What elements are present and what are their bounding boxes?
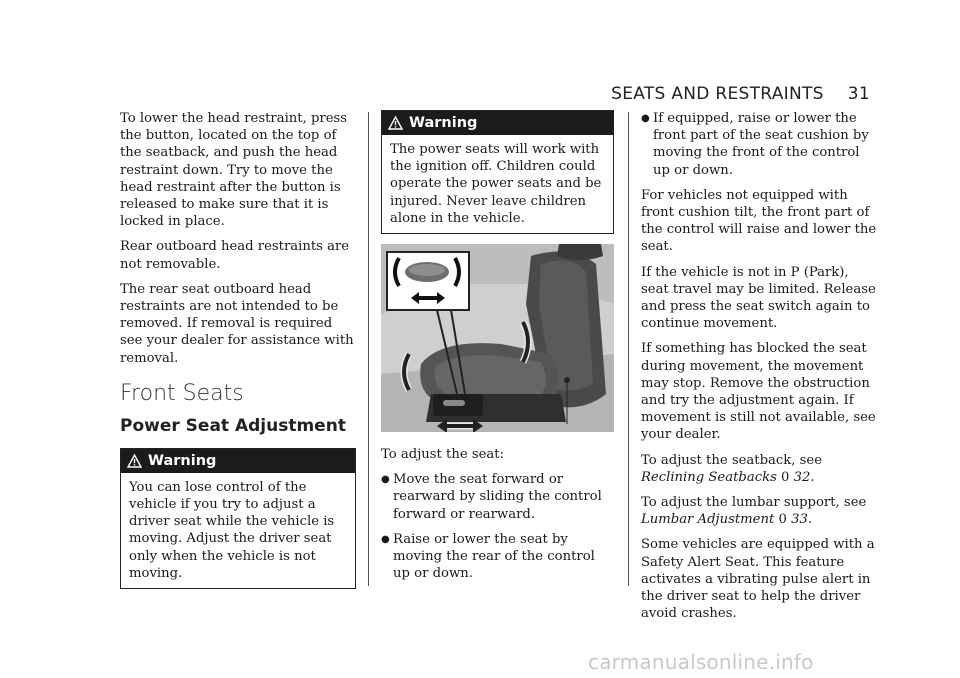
list-item: ● Raise or lower the seat by moving the rear of the control up or down. [381,531,595,582]
paragraph: For vehicles not equipped with front cushion tilt, the front part of the control will raise and lower the seat. [641,187,877,255]
page-ref-number[interactable]: 32 [793,469,811,485]
list-item: ● Move the seat forward or rearward by sliding the control forward or rearward. [381,472,602,522]
paragraph: Some vehicles are equipped with a Safety Alert Seat. This feature activates a vibrating pulse alert in the driver seat to help the driver avoid crashes. [641,537,875,622]
paragraph-with-reference: To adjust the lumbar support, see Lumbar Adjustment 0 33. [641,495,867,528]
bullet-icon: ● [381,474,390,486]
section-title: SEATS AND RESTRAINTS [611,84,824,104]
paragraph-with-reference: To adjust the seatback, see Reclining Seatbacks 0 32. [641,452,823,485]
page-ref-arrow-icon: 0 [781,469,790,485]
paragraph: If the vehicle is not in P (Park), seat travel may be limited. Release and press the seat switch again to continue movement. [641,264,876,332]
watermark: carmanualsonline.info [588,650,814,674]
column-right [641,110,877,630]
warning-box [120,448,356,589]
warning-header [382,111,613,135]
warning-header [121,449,355,473]
page-ref-arrow-icon: 0 [778,512,787,528]
warning-title: Warning [148,452,217,469]
warning-text: The power seats will work with the ignition off. Children could operate the power seats and be injured. Never leave children alone in the vehicle. [390,142,602,226]
paragraph: The rear seat outboard head restraints are not intended to be removed. If removal is required see your dealer for assistance with removal. [120,281,354,366]
column-left [120,110,356,599]
seat-control-illustration [381,244,614,436]
paragraph: Rear outboard head restraints are not removable. [120,239,350,272]
column-divider [368,112,369,586]
page-ref-number[interactable]: 33 [791,512,808,528]
paragraph: To lower the head restraint, press the button, located on the top of the seatback, and push the head restraint down. Try to move the head restraint after the button is released to make sure that it is locked in place. [120,111,348,230]
section-heading: Front Seats [120,380,244,406]
warning-text: You can lose control of the vehicle if you try to adjust a driver seat while the vehicle is moving. Adjust the driver seat only when the vehicle is not moving. [129,479,335,581]
bullet-icon: ● [641,113,650,124]
paragraph: To adjust the seat: [381,447,505,463]
warning-triangle-icon [127,454,142,468]
column-middle [381,110,614,590]
reclining-seatbacks-link[interactable]: Reclining Seatbacks [641,469,777,485]
warning-title: Warning [409,115,478,131]
lumbar-adjustment-link[interactable]: Lumbar Adjustment [641,512,775,528]
paragraph: If something has blocked the seat during movement, the movement may stop. Remove the obstruction and try the adjustment again. If movement is still not available, see your dealer. [641,341,876,443]
subsection-heading: Power Seat Adjustment [120,415,346,436]
warning-box [381,110,614,234]
column-divider [628,112,629,586]
page-number: 31 [847,84,870,104]
warning-triangle-icon [388,116,403,130]
list-item: ● If equipped, raise or lower the front part of the seat cushion by moving the front of the control up or down. [641,111,869,178]
bullet-icon: ● [381,533,390,545]
running-header [611,84,870,104]
